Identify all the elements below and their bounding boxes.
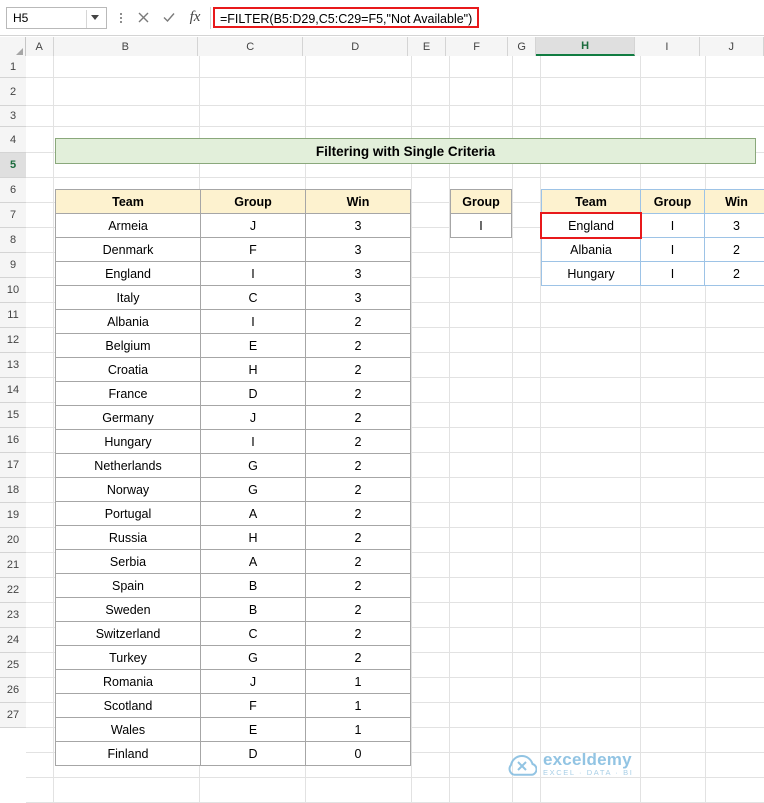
source-cell-team[interactable]: Sweden	[55, 597, 201, 622]
gridline-h	[26, 126, 764, 127]
source-cell-group[interactable]: J	[200, 669, 306, 694]
source-cell-team[interactable]: Croatia	[55, 357, 201, 382]
source-cell-group[interactable]: J	[200, 213, 306, 238]
confirm-check-icon[interactable]	[156, 6, 182, 30]
source-cell-team[interactable]: Scotland	[55, 693, 201, 718]
gridline-v	[540, 56, 541, 803]
formula-bar-separator	[210, 7, 211, 29]
gridline-v	[53, 56, 54, 803]
source-cell-team[interactable]: Albania	[55, 309, 201, 334]
row-header-16[interactable]: 16	[0, 428, 26, 453]
row-header-24[interactable]: 24	[0, 628, 26, 653]
source-cell-group[interactable]: G	[200, 645, 306, 670]
row-header-5[interactable]: 5	[0, 153, 26, 178]
row-header-7[interactable]: 7	[0, 203, 26, 228]
row-headers	[0, 56, 26, 728]
watermark-text	[543, 751, 633, 777]
result-cell-win[interactable]: 2	[704, 237, 764, 262]
result-header-win: Win	[704, 189, 764, 214]
result-cell-group[interactable]: I	[640, 213, 705, 238]
source-cell-team[interactable]: England	[55, 261, 201, 286]
source-cell-group[interactable]: B	[200, 597, 306, 622]
gridline-v	[512, 56, 513, 803]
formula-input[interactable]	[213, 6, 758, 30]
source-cell-group[interactable]: F	[200, 693, 306, 718]
row-header-2[interactable]: 2	[0, 78, 26, 106]
page-title: Filtering with Single Criteria	[55, 138, 756, 164]
result-cell-team[interactable]: Hungary	[541, 261, 641, 286]
gridline-v	[640, 56, 641, 803]
row-header-20[interactable]: 20	[0, 528, 26, 553]
column-header-B[interactable]: B	[54, 37, 199, 56]
source-cell-group[interactable]: E	[200, 717, 306, 742]
criteria-header-group: Group	[450, 189, 512, 214]
source-cell-win[interactable]: 2	[305, 453, 411, 478]
source-cell-group[interactable]: C	[200, 285, 306, 310]
source-cell-group[interactable]: A	[200, 501, 306, 526]
row-header-13[interactable]: 13	[0, 353, 26, 378]
source-cell-team[interactable]: Finland	[55, 741, 201, 766]
source-cell-win[interactable]: 0	[305, 741, 411, 766]
column-header-F[interactable]: F	[446, 37, 508, 56]
result-cell-group[interactable]: I	[640, 261, 705, 286]
source-cell-win[interactable]: 2	[305, 357, 411, 382]
source-cell-win[interactable]: 2	[305, 597, 411, 622]
gridline-h	[26, 105, 764, 106]
source-cell-win[interactable]: 3	[305, 213, 411, 238]
row-header-14[interactable]: 14	[0, 378, 26, 403]
source-cell-team[interactable]: Turkey	[55, 645, 201, 670]
row-header-15[interactable]: 15	[0, 403, 26, 428]
source-cell-team[interactable]: Serbia	[55, 549, 201, 574]
formula-bar-overflow-icon[interactable]	[112, 7, 130, 29]
source-cell-win[interactable]: 3	[305, 285, 411, 310]
row-header-26[interactable]: 26	[0, 678, 26, 703]
exceldemy-logo-icon	[507, 749, 537, 779]
source-cell-win[interactable]: 2	[305, 429, 411, 454]
source-cell-group[interactable]: G	[200, 453, 306, 478]
row-header-27[interactable]: 27	[0, 703, 26, 728]
row-header-17[interactable]: 17	[0, 453, 26, 478]
row-header-21[interactable]: 21	[0, 553, 26, 578]
source-cell-group[interactable]: F	[200, 237, 306, 262]
row-header-4[interactable]: 4	[0, 127, 26, 153]
select-all-corner[interactable]	[0, 37, 26, 56]
source-cell-win[interactable]: 2	[305, 645, 411, 670]
row-header-8[interactable]: 8	[0, 228, 26, 253]
row-header-10[interactable]: 10	[0, 278, 26, 303]
source-cell-win[interactable]: 1	[305, 669, 411, 694]
name-box[interactable]	[6, 7, 107, 29]
gridline-v	[705, 56, 706, 803]
watermark-tagline: EXCEL · DATA · BI	[543, 767, 634, 777]
row-header-9[interactable]: 9	[0, 253, 26, 278]
source-cell-win[interactable]: 2	[305, 309, 411, 334]
column-header-J[interactable]: J	[700, 37, 764, 56]
source-cell-group[interactable]: D	[200, 741, 306, 766]
source-cell-win[interactable]: 2	[305, 333, 411, 358]
source-cell-team[interactable]: Wales	[55, 717, 201, 742]
source-cell-group[interactable]: H	[200, 357, 306, 382]
source-header-group: Group	[200, 189, 306, 214]
source-cell-win[interactable]: 3	[305, 237, 411, 262]
result-cell-group[interactable]: I	[640, 237, 705, 262]
source-cell-team[interactable]: Belgium	[55, 333, 201, 358]
column-header-C[interactable]: C	[198, 37, 303, 56]
row-header-23[interactable]: 23	[0, 603, 26, 628]
source-cell-team[interactable]: France	[55, 381, 201, 406]
formula-bar	[0, 0, 764, 36]
watermark-name: exceldemy	[543, 750, 632, 770]
source-cell-win[interactable]: 2	[305, 501, 411, 526]
source-cell-team[interactable]: Russia	[55, 525, 201, 550]
source-header-team: Team	[55, 189, 201, 214]
row-header-3[interactable]: 3	[0, 106, 26, 127]
name-box-value: H5	[13, 10, 29, 25]
source-cell-win[interactable]: 1	[305, 717, 411, 742]
source-cell-group[interactable]: J	[200, 405, 306, 430]
row-header-22[interactable]: 22	[0, 578, 26, 603]
gridline-h	[26, 177, 764, 178]
source-cell-team[interactable]: Portugal	[55, 501, 201, 526]
column-headers	[0, 37, 764, 56]
gridline-v	[411, 56, 412, 803]
column-header-D[interactable]: D	[303, 37, 408, 56]
criteria-value-cell[interactable]: I	[450, 213, 512, 238]
source-cell-win[interactable]: 1	[305, 693, 411, 718]
source-cell-team[interactable]: Germany	[55, 405, 201, 430]
source-cell-team[interactable]: Spain	[55, 573, 201, 598]
source-cell-team[interactable]: Armeia	[55, 213, 201, 238]
source-cell-win[interactable]: 2	[305, 381, 411, 406]
source-cell-group[interactable]: I	[200, 261, 306, 286]
column-header-I[interactable]: I	[635, 37, 699, 56]
source-cell-group[interactable]: B	[200, 573, 306, 598]
source-cell-team[interactable]: Denmark	[55, 237, 201, 262]
source-cell-group[interactable]: I	[200, 429, 306, 454]
source-cell-win[interactable]: 2	[305, 477, 411, 502]
source-cell-group[interactable]: I	[200, 309, 306, 334]
row-header-1[interactable]: 1	[0, 56, 26, 78]
gridline-h	[26, 777, 764, 778]
source-cell-group[interactable]: D	[200, 381, 306, 406]
source-cell-team[interactable]: Switzerland	[55, 621, 201, 646]
row-header-12[interactable]: 12	[0, 328, 26, 353]
name-box-divider	[86, 10, 87, 28]
column-header-A[interactable]: A	[26, 37, 54, 56]
source-cell-win[interactable]: 3	[305, 261, 411, 286]
cell-area[interactable]	[26, 56, 764, 803]
watermark	[507, 749, 633, 779]
insert-function-icon[interactable]	[182, 6, 208, 30]
fx-label: fx	[189, 9, 201, 25]
column-header-G[interactable]: G	[508, 37, 536, 56]
source-cell-group[interactable]: G	[200, 477, 306, 502]
row-header-18[interactable]: 18	[0, 478, 26, 503]
column-header-H[interactable]: H	[536, 37, 635, 56]
source-cell-group[interactable]: C	[200, 621, 306, 646]
source-cell-win[interactable]: 2	[305, 573, 411, 598]
source-cell-win[interactable]: 2	[305, 621, 411, 646]
row-header-6[interactable]: 6	[0, 178, 26, 203]
gridline-h	[26, 77, 764, 78]
row-header-19[interactable]: 19	[0, 503, 26, 528]
result-cell-team[interactable]: Albania	[541, 237, 641, 262]
cancel-icon[interactable]	[130, 6, 156, 30]
result-cell-win[interactable]: 2	[704, 261, 764, 286]
source-cell-win[interactable]: 2	[305, 549, 411, 574]
source-cell-group[interactable]: A	[200, 549, 306, 574]
row-header-11[interactable]: 11	[0, 303, 26, 328]
row-header-25[interactable]: 25	[0, 653, 26, 678]
source-cell-win[interactable]: 2	[305, 525, 411, 550]
source-cell-team[interactable]: Hungary	[55, 429, 201, 454]
source-cell-team[interactable]: Romania	[55, 669, 201, 694]
source-cell-group[interactable]: E	[200, 333, 306, 358]
source-header-win: Win	[305, 189, 411, 214]
chevron-down-icon[interactable]	[88, 11, 102, 25]
gridline-v	[449, 56, 450, 803]
source-cell-team[interactable]: Norway	[55, 477, 201, 502]
result-cell-team[interactable]: England	[541, 213, 641, 238]
result-cell-win[interactable]: 3	[704, 213, 764, 238]
result-header-team: Team	[541, 189, 641, 214]
source-cell-win[interactable]: 2	[305, 405, 411, 430]
formula-text: =FILTER(B5:D29,C5:C29=F5,"Not Available")	[213, 7, 479, 28]
source-cell-team[interactable]: Italy	[55, 285, 201, 310]
spreadsheet-grid	[0, 37, 764, 803]
source-cell-team[interactable]: Netherlands	[55, 453, 201, 478]
column-header-E[interactable]: E	[408, 37, 446, 56]
source-cell-group[interactable]: H	[200, 525, 306, 550]
result-header-group: Group	[640, 189, 705, 214]
